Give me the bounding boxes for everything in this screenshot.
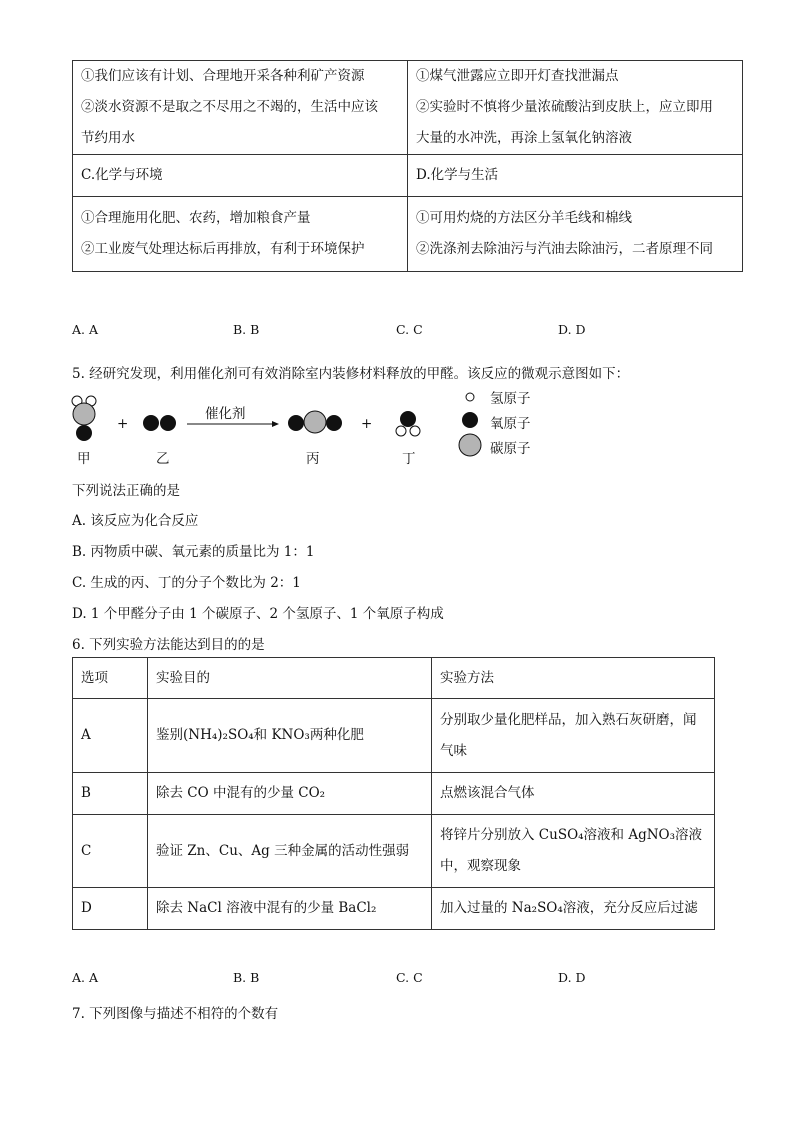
table-cell: 除去 NaCl 溶液中混有的少量 BaCl₂ xyxy=(148,888,432,930)
molecule-water xyxy=(396,411,420,436)
q6-table xyxy=(72,657,715,930)
option-a[interactable]: A. A xyxy=(72,970,99,985)
q4-table xyxy=(72,60,743,272)
header-cell: 选项 xyxy=(73,658,148,699)
q5-option-d[interactable]: D. 1 个甲醛分子由 1 个碳原子、2 个氢原子、1 个氧原子构成 xyxy=(72,606,444,622)
legend-oxygen-icon xyxy=(462,412,478,428)
legend-carbon-label: 碳原子 xyxy=(490,441,531,457)
table-cell: 鉴别(NH₄)₂SO₄和 KNO₃两种化肥 xyxy=(148,699,432,773)
cell-line: ①煤气泄露应立即开灯查找泄漏点 xyxy=(416,68,619,84)
legend-hydrogen-label: 氢原子 xyxy=(490,391,531,407)
table-cell: C.化学与环境 xyxy=(73,155,408,197)
table-cell xyxy=(432,815,715,888)
cell-line: 将锌片分别放入 CuSO₄溶液和 AgNO₃溶液 xyxy=(440,827,703,843)
oxygen-atom xyxy=(160,415,176,431)
option-d[interactable]: D. D xyxy=(558,970,586,985)
table-row xyxy=(73,61,743,155)
table-row xyxy=(73,155,743,197)
header-cell: 实验方法 xyxy=(432,658,715,699)
catalyst-label: 催化剂 xyxy=(205,406,246,422)
header-cell: 实验目的 xyxy=(148,658,432,699)
q7-stem: 7. 下列图像与描述不相符的个数有 xyxy=(72,1006,279,1022)
oxygen-atom xyxy=(326,415,342,431)
label-bing: 丙 xyxy=(306,451,320,467)
table-cell xyxy=(432,699,715,773)
molecule-carbon-dioxide xyxy=(288,411,342,433)
cell-line: ①可用灼烧的方法区分羊毛线和棉线 xyxy=(416,210,632,226)
molecule-formaldehyde xyxy=(72,396,96,441)
table-cell xyxy=(73,197,408,272)
cell-line: ②洗涤剂去除油污与汽油去除油污，二者原理不同 xyxy=(416,241,713,257)
carbon-atom xyxy=(73,403,95,425)
oxygen-atom xyxy=(143,415,159,431)
table-cell: 加入过量的 Na₂SO₄溶液，充分反应后过滤 xyxy=(432,888,715,930)
table-row xyxy=(73,815,715,888)
cell-line: 分别取少量化肥样品，加入熟石灰研磨，闻 xyxy=(440,711,697,728)
q5-prompt: 下列说法正确的是 xyxy=(72,483,180,499)
table-cell: 验证 Zn、Cu、Ag 三种金属的活动性强弱 xyxy=(148,815,432,888)
molecule-oxygen xyxy=(143,415,176,431)
table-row xyxy=(73,197,743,272)
table-header-row xyxy=(73,658,715,699)
legend-carbon-icon xyxy=(459,434,481,456)
option-b[interactable]: B. B xyxy=(233,970,260,985)
oxygen-atom xyxy=(288,415,304,431)
label-yi: 乙 xyxy=(156,451,170,467)
table-cell: D.化学与生活 xyxy=(408,155,743,197)
cell-line: 中，观察现象 xyxy=(440,858,521,874)
table-cell: B xyxy=(73,773,148,815)
table-cell: A xyxy=(73,699,148,773)
label-ding: 丁 xyxy=(402,451,416,467)
table-cell: 除去 CO 中混有的少量 CO₂ xyxy=(148,773,432,815)
cell-line: 大量的水冲洗，再涂上氢氧化钠溶液 xyxy=(416,130,632,146)
cell-line: 气味 xyxy=(440,742,467,759)
cell-line: ①合理施用化肥、农药，增加粮食产量 xyxy=(81,210,311,226)
q6-options xyxy=(72,970,672,990)
option-c[interactable]: C. C xyxy=(396,322,423,337)
option-a[interactable]: A. A xyxy=(72,322,99,337)
hydrogen-atom xyxy=(396,426,406,436)
oxygen-atom xyxy=(76,425,92,441)
q5-stem: 5. 经研究发现，利用催化剂可有效消除室内装修材料释放的甲醛。该反应的微观示意图如下： xyxy=(72,366,630,382)
table-cell xyxy=(408,61,743,155)
oxygen-atom xyxy=(400,411,416,427)
table-cell xyxy=(73,61,408,155)
table-row xyxy=(73,773,715,815)
table-cell: C xyxy=(73,815,148,888)
cell-line: ①我们应该有计划、合理地开采各种利矿产资源 xyxy=(81,68,365,84)
q5-option-c[interactable]: C. 生成的丙、丁的分子个数比为 2：1 xyxy=(72,575,301,591)
legend-oxygen-label: 氧原子 xyxy=(490,416,531,432)
cell-line: ②淡水资源不是取之不尽用之不竭的，生活中应该 xyxy=(81,99,378,115)
arrow-head-icon xyxy=(272,421,279,427)
label-jia: 甲 xyxy=(77,451,91,467)
cell-line: 节约用水 xyxy=(81,130,135,146)
option-c[interactable]: C. C xyxy=(396,970,423,985)
option-d[interactable]: D. D xyxy=(558,322,586,337)
q4-options xyxy=(72,322,672,342)
cell-line: ②实验时不慎将少量浓硫酸沾到皮肤上，应立即用 xyxy=(416,99,713,115)
plus-sign: + xyxy=(361,416,373,432)
legend-hydrogen-icon xyxy=(466,393,474,401)
table-cell: 点燃该混合气体 xyxy=(432,773,715,815)
cell-line: ②工业废气处理达标后再排放，有利于环境保护 xyxy=(81,241,365,257)
q5-option-a[interactable]: A. 该反应为化合反应 xyxy=(72,513,199,529)
table-cell xyxy=(408,197,743,272)
table-cell: D xyxy=(73,888,148,930)
q5-option-b[interactable]: B. 丙物质中碳、氧元素的质量比为 1：1 xyxy=(72,544,315,560)
carbon-atom xyxy=(304,411,326,433)
q6-stem: 6. 下列实验方法能达到目的的是 xyxy=(72,637,265,653)
hydrogen-atom xyxy=(410,426,420,436)
plus-sign: + xyxy=(117,416,129,432)
table-row xyxy=(73,699,715,773)
option-b[interactable]: B. B xyxy=(233,322,260,337)
table-row xyxy=(73,888,715,930)
